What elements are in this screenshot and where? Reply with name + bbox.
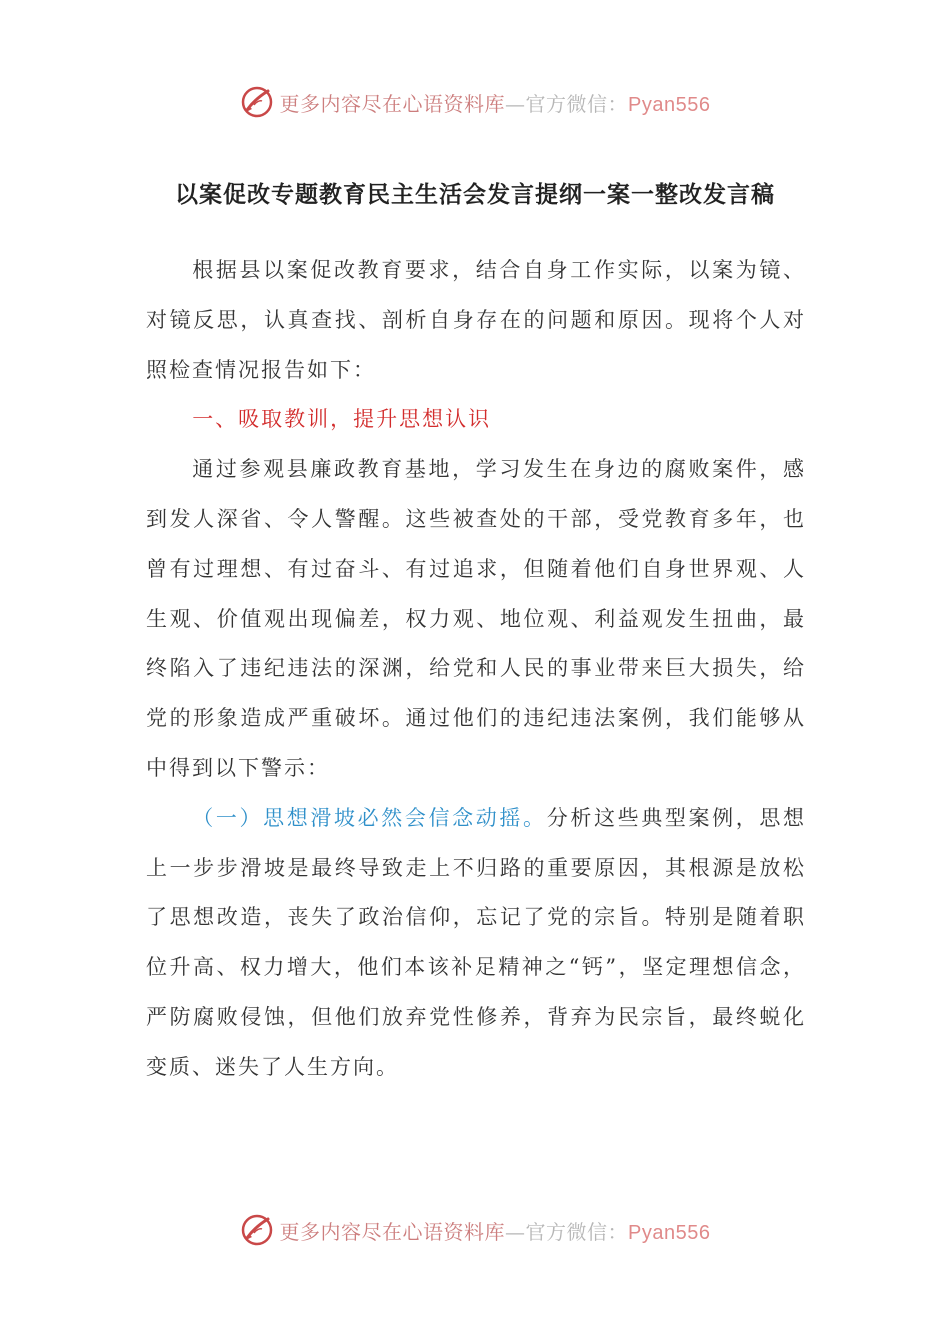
banner-text <box>280 1216 711 1245</box>
document-title: 以案促改专题教育民主生活会发言提纲一案一整改发言稿 <box>175 181 775 208</box>
subsection-paragraph <box>146 794 806 1093</box>
section-heading: 一、吸取教训，提升思想认识 <box>192 407 492 432</box>
subsection-heading: （一）思想滑坡必然会信念动摇。 <box>192 805 547 830</box>
intro-paragraph: 根据县以案促改教育要求，结合自身工作实际，以案为镜、对镜反思，认真查找、剖析自身存在的问题和原因。现将个人对照检查情况报告如下： <box>146 258 806 382</box>
banner-wechat-id: Pyan556 <box>628 1221 711 1244</box>
pen-logo-icon <box>240 85 274 119</box>
subsection-body: 分析这些典型案例，思想上一步步滑坡是最终导致走上不归路的重要原因，其根源是放松了思想改造，丧失了政治信仰，忘记了党的宗旨。特别是随着职位升高、权力增大，他们本该补足精神之“钙”，坚定理想信念，严防腐败侵蚀，但他们放弃党性修养，背弃为民宗旨，最终蜕化变质、迷失了人生方向。 <box>146 805 807 1079</box>
header-banner <box>0 82 950 122</box>
banner-site-name: 更多内容尽在心语资料库 <box>279 1219 506 1244</box>
banner-text <box>280 88 711 117</box>
pen-logo-icon <box>240 1213 274 1247</box>
banner-wechat-label: —官方微信： <box>505 91 629 116</box>
banner-site-name: 更多内容尽在心语资料库 <box>279 91 506 116</box>
body-paragraph: 通过参观县廉政教育基地，学习发生在身边的腐败案件，感到发人深省、令人警醒。这些被查处的干部，受党教育多年，也曾有过理想、有过奋斗、有过追求，但随着他们自身世界观、人生观、价值观出现偏差，权力观、地位观、利益观发生扭曲，最终陷入了违纪违法的深渊，给党和人民的事业带来巨大损失，给党的形象造成严重破坏。通过他们的违纪违法案例，我们能够从中得到以下警示： <box>146 457 806 780</box>
banner-wechat-label: —官方微信： <box>505 1219 629 1244</box>
document-body <box>146 246 806 1093</box>
footer-banner <box>0 1210 950 1250</box>
banner-wechat-id: Pyan556 <box>628 93 711 116</box>
